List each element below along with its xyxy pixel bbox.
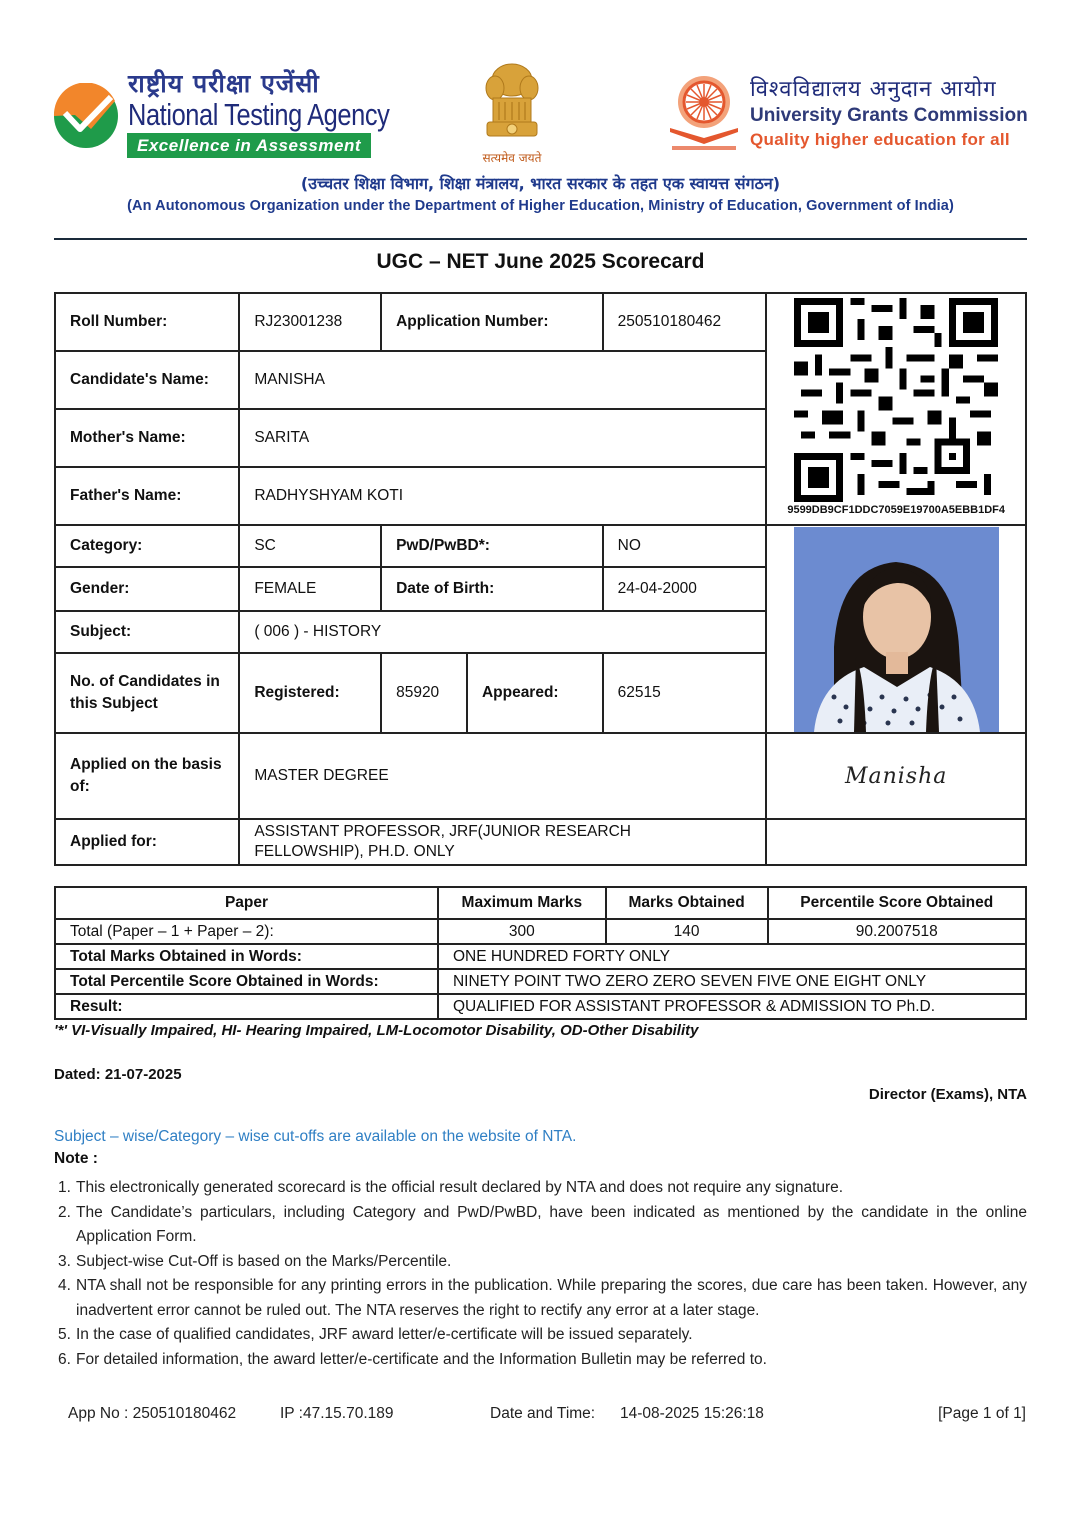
org-description-english: (An Autonomous Organization under the Department of Higher Education, Ministry of Education, Government of India) [127, 198, 954, 214]
ugc-wordmark [750, 76, 1028, 152]
subject-label: Subject: [55, 611, 239, 653]
dob-value: 24-04-2000 [603, 567, 767, 611]
subject-value: ( 006 ) - HISTORY [239, 611, 766, 653]
marks-obtained-value: 140 [606, 919, 768, 944]
category-value: SC [239, 525, 381, 567]
application-number-value: 250510180462 [603, 293, 767, 351]
empty-cell [766, 819, 1026, 865]
ugc-hindi-name: विश्वविद्यालय अनुदान आयोग [750, 77, 997, 102]
basis-value: MASTER DEGREE [239, 733, 766, 819]
ugc-english-name: University Grants Commission [750, 105, 1028, 126]
mother-name-value: SARITA [239, 409, 766, 467]
dob-label: Date of Birth: [381, 567, 603, 611]
registered-label: Registered: [239, 653, 381, 733]
qr-hash-code: 9599DB9CF1DDC7059E19700A5EBB1DF4 [787, 504, 1005, 516]
nta-wordmark [128, 70, 447, 132]
nta-tagline: Excellence in Assessment [127, 133, 371, 158]
footer-datetime: 14-08-2025 15:26:18 [620, 1405, 764, 1422]
table-row [55, 919, 1026, 944]
pwd-label: PwD/PwBD*: [381, 525, 603, 567]
applied-for-label: Applied for: [55, 819, 239, 865]
candidate-name-value: MANISHA [239, 351, 766, 409]
page-title: UGC – NET June 2025 Scorecard [376, 250, 705, 273]
basis-label: Applied on the basis of: [55, 733, 239, 819]
ugc-tagline: Quality higher education for all [750, 130, 1010, 149]
nta-logo-icon [53, 83, 119, 149]
qr-code-cell [766, 293, 1026, 525]
max-marks-header: Maximum Marks [438, 887, 606, 919]
signature-cell [766, 733, 1026, 819]
cutoff-note: Subject – wise/Category – wise cut-offs are available on the website of NTA. [54, 1128, 577, 1145]
total-paper-label: Total (Paper – 1 + Paper – 2): [55, 919, 438, 944]
candidate-signature: Manisha [844, 763, 948, 789]
list-item: 4. NTA shall not be responsible for any printing errors in the publication. While preparing the scores, due care has been taken. However, any inadvertent error cannot be ruled out. The NTA reserves the right to rectify any error at a later stage. [58, 1277, 1027, 1319]
marks-words-label: Total Marks Obtained in Words: [55, 944, 438, 969]
marks-obtained-header: Marks Obtained [606, 887, 768, 919]
roll-number-value: RJ23001238 [239, 293, 381, 351]
mother-name-label: Mother's Name: [55, 409, 239, 467]
percentile-words-value: NINETY POINT TWO ZERO ZERO SEVEN FIVE ONE EIGHT ONLY [438, 969, 1026, 994]
marks-words-value: ONE HUNDRED FORTY ONLY [438, 944, 1026, 969]
applied-for-value: ASSISTANT PROFESSOR, JRF(JUNIOR RESEARCH FELLOWSHIP), PH.D. ONLY [239, 819, 766, 865]
dated-text: Dated: 21-07-2025 [54, 1066, 182, 1083]
list-item: 1. This electronically generated scorecard is the official result declared by NTA and does not require any signature. [58, 1179, 844, 1196]
percentile-words-label: Total Percentile Score Obtained in Words: [55, 969, 438, 994]
disability-footnote: '*' VI-Visually Impaired, HI- Hearing Impaired, LM-Locomotor Disability, OD-Other Disability [54, 1022, 699, 1039]
director-signatory: Director (Exams), NTA [868, 1086, 1027, 1103]
application-number-label: Application Number: [381, 293, 603, 351]
percentile-value: 90.2007518 [768, 919, 1027, 944]
candidate-photo [794, 527, 999, 732]
father-name-label: Father's Name: [55, 467, 239, 525]
roll-number-label: Roll Number: [55, 293, 239, 351]
max-marks-value: 300 [438, 919, 606, 944]
footer-datetime-label: Date and Time: [490, 1405, 596, 1422]
ashoka-emblem-icon [477, 58, 547, 148]
percentile-header: Percentile Score Obtained [768, 887, 1027, 919]
page-header [0, 0, 1081, 230]
table-row [55, 994, 1026, 1019]
pwd-value: NO [603, 525, 767, 567]
candidate-info-table [54, 292, 1027, 866]
notes-list [58, 1176, 1027, 1372]
list-item: 5. In the case of qualified candidates, JRF award letter/e-certificate will be issued separately. [58, 1326, 693, 1343]
gender-value: FEMALE [239, 567, 381, 611]
result-label: Result: [55, 994, 438, 1019]
result-value: QUALIFIED FOR ASSISTANT PROFESSOR & ADMISSION TO Ph.D. [438, 994, 1026, 1019]
qr-code-icon [793, 298, 999, 502]
nta-hindi-name: राष्ट्रीय परीक्षा एजेंसी [128, 69, 320, 98]
marks-table [54, 886, 1027, 1020]
registered-value: 85920 [381, 653, 467, 733]
footer-app-no: App No : 250510180462 [68, 1405, 237, 1422]
emblem-motto: सत्यमेव जयते [482, 151, 542, 165]
table-row [55, 969, 1026, 994]
candidate-name-label: Candidate's Name: [55, 351, 239, 409]
candidates-count-label: No. of Candidates in this Subject [55, 653, 239, 733]
paper-header: Paper [55, 887, 438, 919]
note-title: Note : [54, 1150, 98, 1167]
list-item: 3. Subject-wise Cut-Off is based on the Marks/Percentile. [58, 1252, 452, 1270]
father-name-value: RADHYSHYAM KOTI [239, 467, 766, 525]
ugc-logo-icon [666, 72, 742, 154]
national-emblem [474, 58, 550, 166]
table-row [55, 944, 1026, 969]
list-item: 2. The Candidate’s particulars, including Category and PwD/PwBD, have been indicated as mentioned by the candidate in the online Application Form. [58, 1203, 1027, 1245]
gender-label: Gender: [55, 567, 239, 611]
category-label: Category: [55, 525, 239, 567]
footer-page-number: [Page 1 of 1] [938, 1405, 1026, 1422]
org-description-hindi: (उच्चतर शिक्षा विभाग, शिक्षा मंत्रालय, भारत सरकार के तहत एक स्वायत्त संगठन) [300, 174, 781, 193]
nta-english-name: National Testing Agency [128, 97, 390, 132]
candidate-photo-cell [766, 525, 1026, 733]
header-divider [54, 238, 1027, 240]
footer-ip: IP :47.15.70.189 [280, 1405, 394, 1422]
list-item: 6. For detailed information, the award letter/e-certificate and the Information Bulletin may be referred to. [58, 1350, 767, 1368]
appeared-label: Appeared: [467, 653, 603, 733]
appeared-value: 62515 [603, 653, 767, 733]
